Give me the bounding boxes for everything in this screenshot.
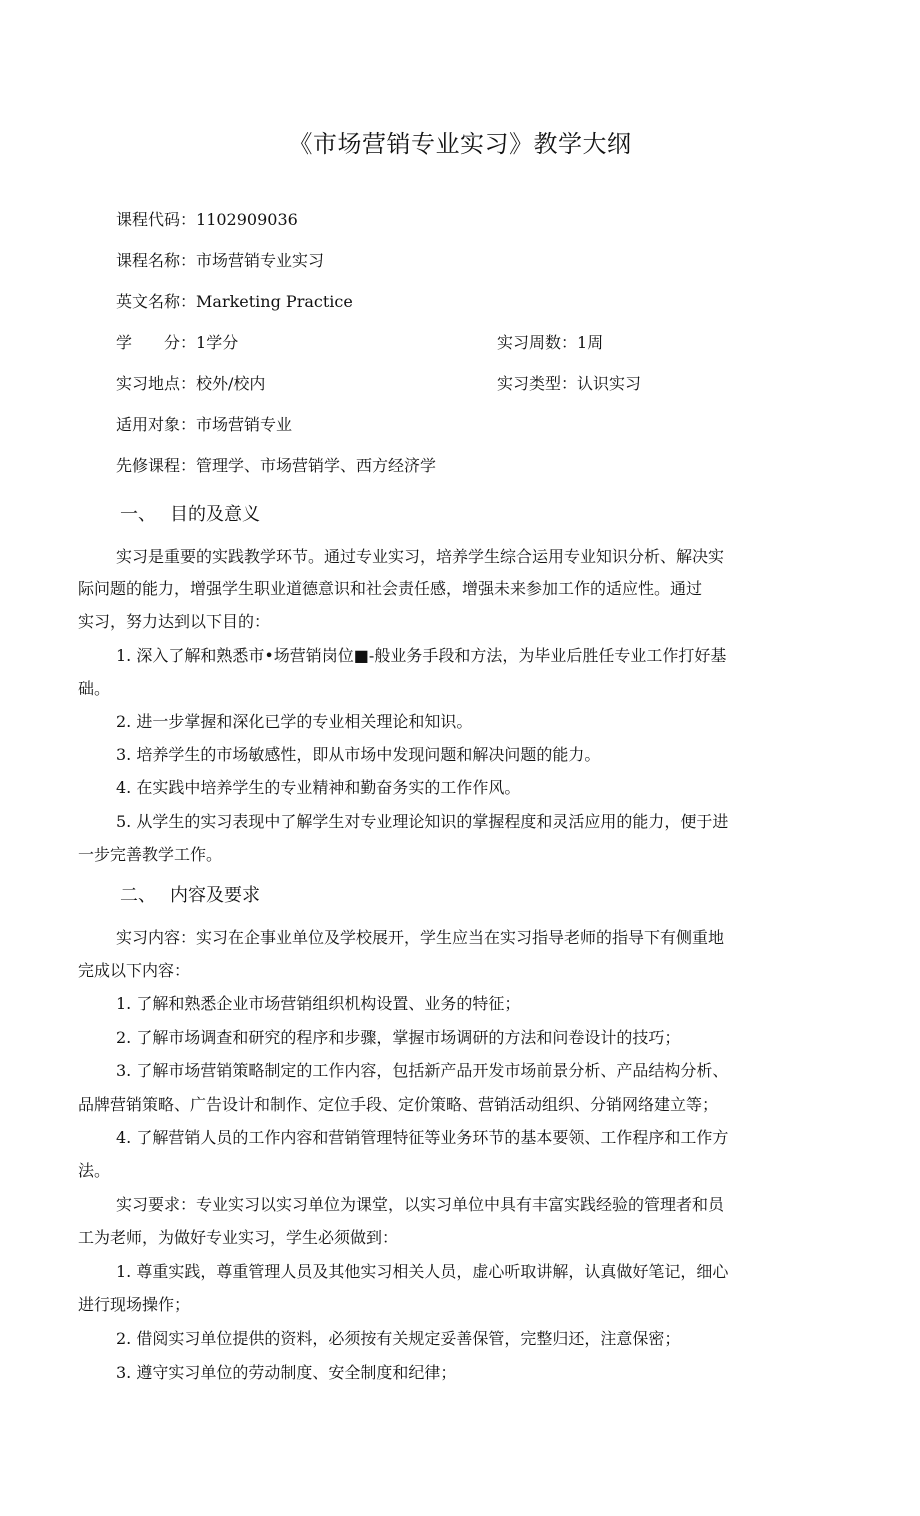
section2-req-item-3: 3. 遵守实习单位的劳动制度、安全制度和纪律； [116, 1363, 457, 1382]
course-name-value: 市场营销专业实习 [196, 251, 325, 270]
english-name-value: Marketing Practice [196, 292, 353, 311]
section1-item-5-line2: 一步完善教学工作。 [78, 845, 223, 864]
section2-content-item-3-line2: 品牌营销策略、广告设计和制作、定位手段、定价策略、营销活动组织、分销网络建立等； [78, 1095, 719, 1114]
type-row [497, 372, 641, 396]
course-code-row [116, 208, 298, 232]
section-heading-1 [120, 501, 260, 529]
section-heading-2 [120, 882, 260, 910]
audience-label: 适用对象： [116, 415, 197, 434]
audience-value: 市场营销专业 [196, 415, 293, 434]
section1-intro-line1: 实习是重要的实践教学环节。通过专业实习，培养学生综合运用专业知识分析、解决实 [116, 547, 725, 566]
section1-item-5-line1: 5. 从学生的实习表现中了解学生对专业理论知识的掌握程度和灵活应用的能力，便于进 [116, 812, 729, 831]
location-row [116, 372, 265, 396]
prereq-row [116, 454, 436, 478]
section2-req-item-1-line2: 进行现场操作； [78, 1295, 191, 1314]
section2-content-line2: 完成以下内容： [78, 961, 191, 980]
section1-item-1-line1: 1. 深入了解和熟悉市•场营销岗位■-般业务手段和方法，为毕业后胜任专业工作打好基 [116, 646, 727, 665]
location-value: 校外/校内 [196, 374, 266, 393]
document-title: 《市场营销专业实习》教学大纲 [288, 130, 632, 158]
weeks-label: 实习周数： [497, 333, 578, 352]
type-value: 认识实习 [577, 374, 642, 393]
section2-req-line2: 工为老师，为做好专业实习，学生必须做到： [78, 1228, 399, 1247]
section2-content-item-3-line1: 3. 了解市场营销策略制定的工作内容，包括新产品开发市场前景分析、产品结构分析、 [116, 1061, 729, 1080]
course-code-value: 1102909036 [196, 210, 298, 229]
prereq-value: 管理学、市场营销学、西方经济学 [196, 456, 437, 475]
section2-req-line1: 实习要求：专业实习以实习单位为课堂，以实习单位中具有丰富实践经验的管理者和员 [116, 1195, 725, 1214]
section2-content-item-2: 2. 了解市场调查和研究的程序和步骤，掌握市场调研的方法和问卷设计的技巧； [116, 1028, 681, 1047]
course-name-row [116, 249, 324, 273]
audience-row [116, 413, 292, 437]
section-title-2: 内容及要求 [170, 885, 260, 906]
credit-value: 1学分 [196, 333, 239, 352]
weeks-row [497, 331, 603, 355]
section-number-2: 二、 [120, 885, 156, 906]
english-name-label: 英文名称： [116, 292, 197, 311]
location-label: 实习地点： [116, 374, 197, 393]
section1-intro-line3: 实习，努力达到以下目的： [78, 612, 271, 631]
credit-row [116, 331, 238, 355]
english-name-row [116, 290, 353, 314]
section2-content-item-4-line2: 法。 [78, 1161, 111, 1180]
course-name-label: 课程名称： [116, 251, 197, 270]
section-number-1: 一、 [120, 504, 156, 525]
section1-item-3: 3. 培养学生的市场敏感性，即从市场中发现问题和解决问题的能力。 [116, 745, 601, 764]
section1-item-2: 2. 进一步掌握和深化已学的专业相关理论和知识。 [116, 712, 473, 731]
weeks-value: 1周 [577, 333, 604, 352]
section1-item-4: 4. 在实践中培养学生的专业精神和勤奋务实的工作作风。 [116, 778, 521, 797]
credit-label: 学 分： [116, 333, 197, 352]
prereq-label: 先修课程： [116, 456, 197, 475]
section2-content-item-1: 1. 了解和熟悉企业市场营销组织机构设置、业务的特征； [116, 994, 521, 1013]
section1-item-1-line2: 础。 [78, 679, 111, 698]
section2-req-item-1-line1: 1. 尊重实践，尊重管理人员及其他实习相关人员，虚心听取讲解，认真做好笔记，细心 [116, 1262, 729, 1281]
section-title-1: 目的及意义 [170, 504, 260, 525]
course-code-label: 课程代码： [116, 210, 197, 229]
section2-req-item-2: 2. 借阅实习单位提供的资料，必须按有关规定妥善保管，完整归还，注意保密； [116, 1329, 681, 1348]
type-label: 实习类型： [497, 374, 578, 393]
section2-content-item-4-line1: 4. 了解营销人员的工作内容和营销管理特征等业务环节的基本要领、工作程序和工作方 [116, 1128, 729, 1147]
section2-content-line1: 实习内容：实习在企事业单位及学校展开，学生应当在实习指导老师的指导下有侧重地 [116, 928, 725, 947]
section1-intro-line2: 际问题的能力，增强学生职业道德意识和社会责任感，增强未来参加工作的适应性。通过 [78, 579, 703, 598]
